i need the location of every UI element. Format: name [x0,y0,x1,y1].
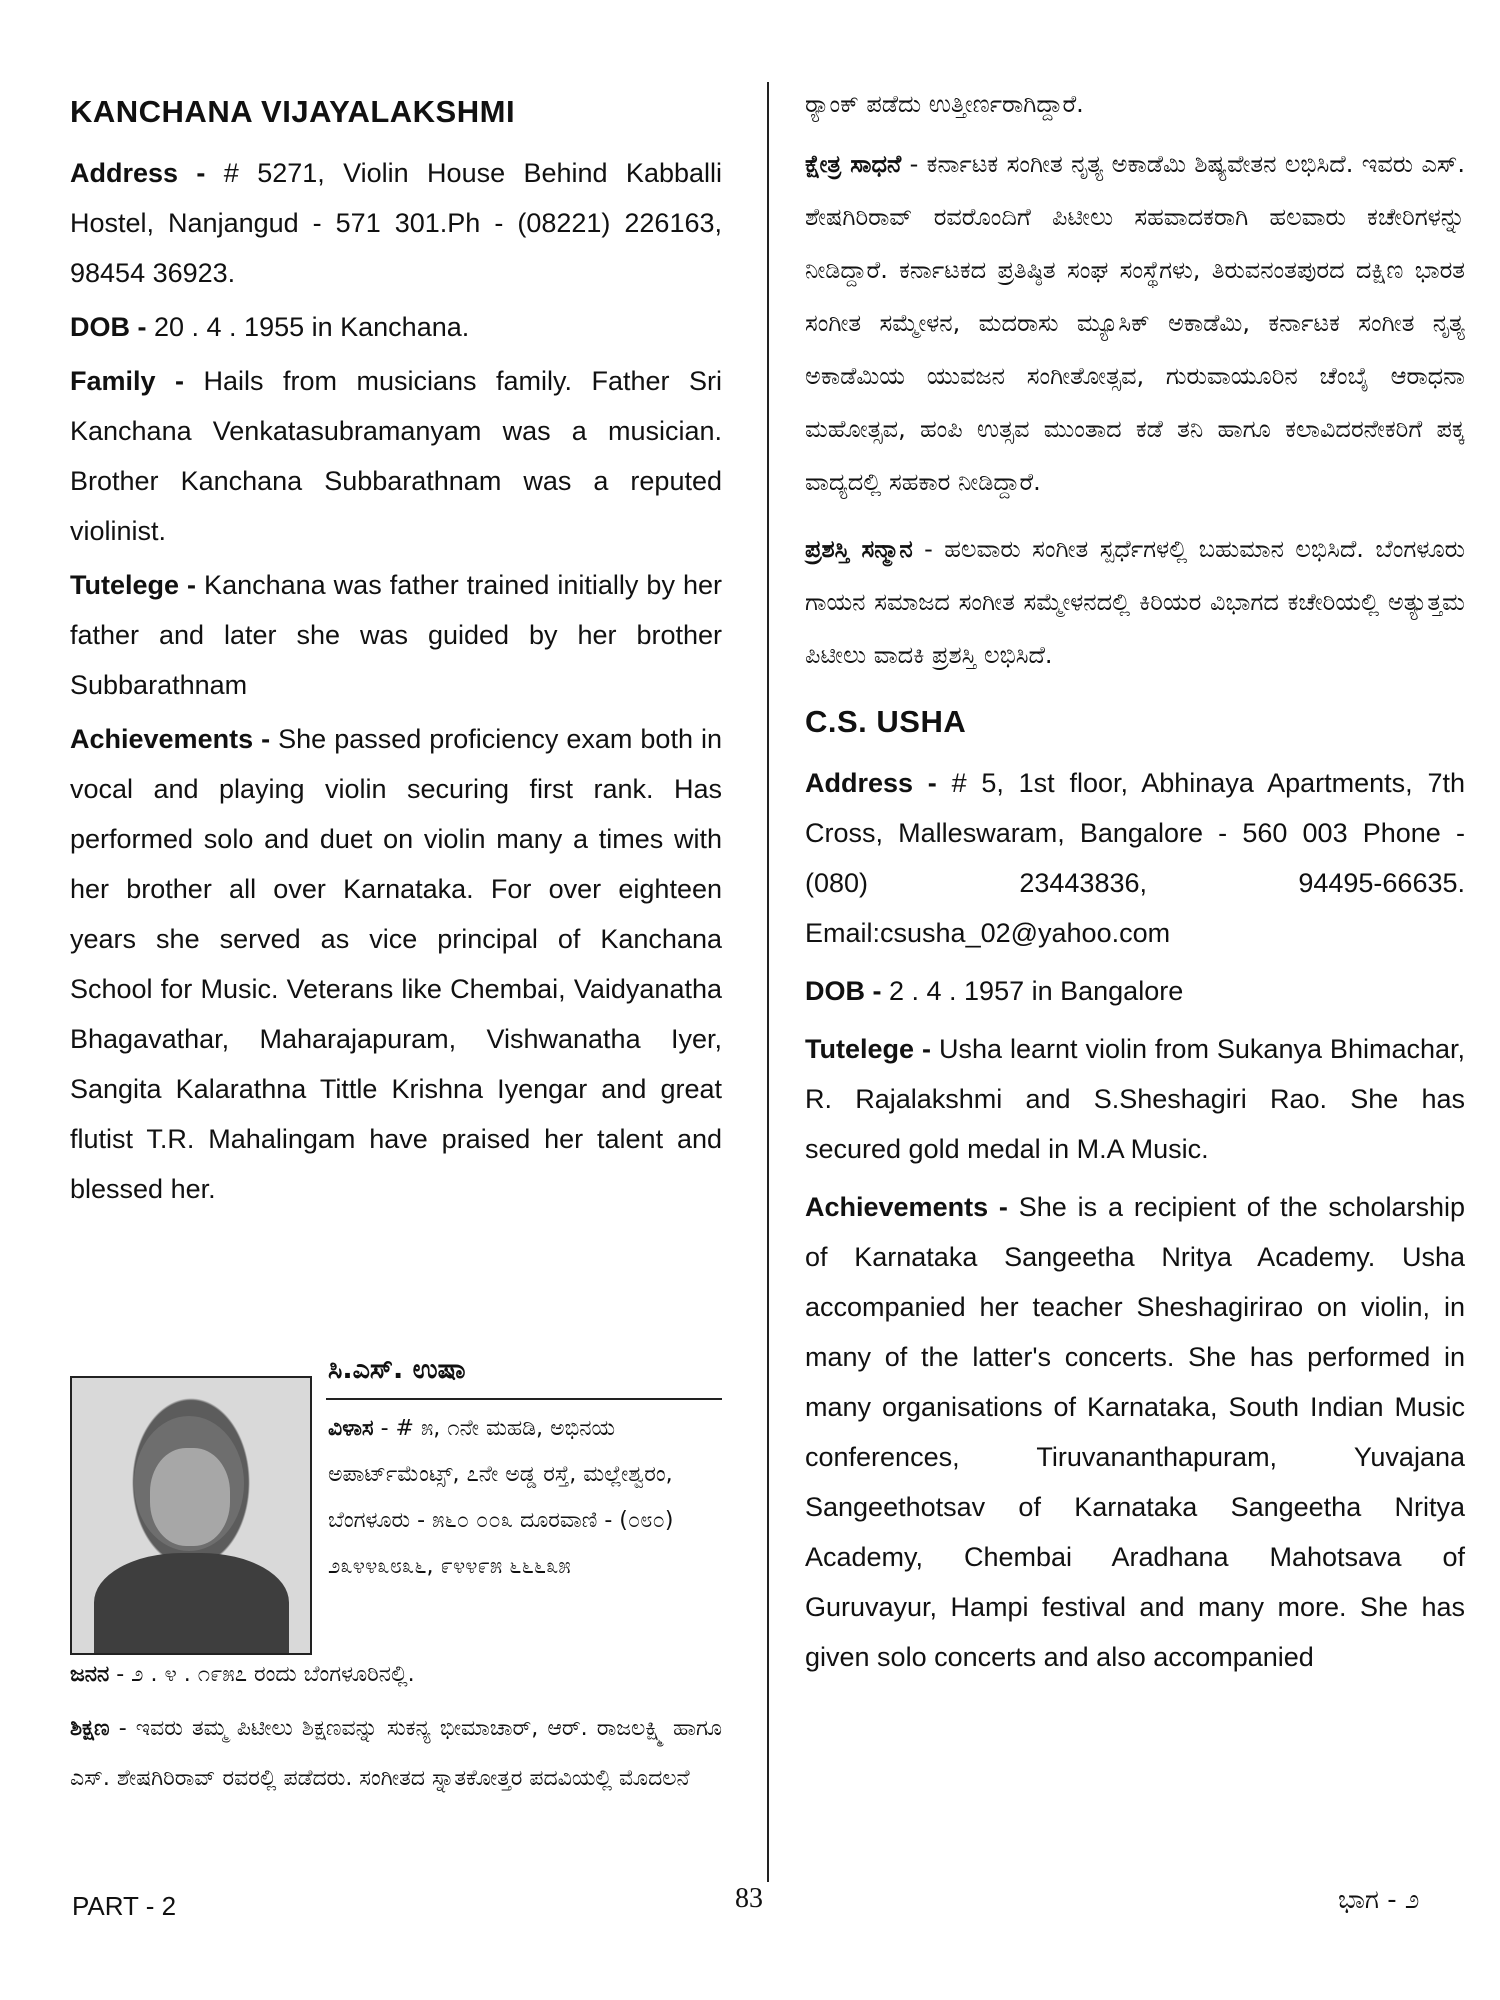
kannada-address-text: - # ೫, ೧ನೇ ಮಹಡಿ, ಅಭಿನಯ ಅಪಾರ್ಟ್‌ಮೆಂಟ್ಸ್, ೭ನೇ ಅಡ್ಡ ರಸ್ತೆ, ಮಲ್ಲೇಶ್ವರಂ, ಬೆಂಗಳೂರು - ೫೬೦ ೦೦೩ ದೂರವಾಣಿ - (೦೮೦) ೨೩೪೪೩೮೩೬, ೯೪೪೯೫ ೬೬೬೩೫ [328,1416,674,1579]
portrait-photo [70,1376,312,1655]
achievements-paragraph [70,714,722,1214]
kannada-lower [70,1650,722,1808]
usha-dob-paragraph [805,966,1465,1016]
address-text: # 5271, Violin House Behind Kabballi Hostel, Nanjangud - 571 301.Ph - (08221) 226163, 98454 36923. [70,158,722,288]
kannada-dob-label: ಜನನ [70,1662,110,1687]
kannada-continuation [805,84,1465,682]
kannada-address [328,1406,722,1594]
kannada-dob-paragraph [70,1650,722,1700]
kannada-award-paragraph [805,523,1465,682]
footer-part-label-kannada: ಭಾಗ - ೨ [1338,1885,1420,1915]
dob-label: DOB - [70,312,147,342]
tutelege-label: Tutelege - [70,570,197,600]
kannada-training-paragraph [70,1704,722,1804]
achievements-text: She passed proficiency exam both in vocal and playing violin securing first rank. Has performed solo and duet on violin many a times with her brother all over Karnataka. For over eighteen years she served as vice principal of Kanchana School for Music. Veterans like Chembai, Vaidyanatha Bhagavathar, Maharajapuram, Vishwanatha Iyer, Sangita Kalarathna Tittle Krishna Iyengar and great flutist T.R. Mahalingam have praised her talent and blessed her. [70,724,722,1204]
address-paragraph [70,148,722,298]
usha-tutelege-text: Usha learnt violin from Sukanya Bhimachar, R. Rajalakshmi and S.Sheshagiri Rao. She has secured gold medal in M.A Music. [805,1034,1466,1164]
usha-achievements-text: She is a recipient of the scholarship of Karnataka Sangeetha Nritya Academy. Usha accompanied her teacher Sheshagirirao on violin, in many of the latter's concerts. She has performed in many organisations of Karnataka, South Indian Music conferences, Tiruvananthapuram, Yuvajana Sangeethotsav of Karnataka Sangeetha Nritya Academy, Chembai Aradhana Mahotsava of Guruvayur, Hampi festival and many more. She has given solo concerts and also accompanied [805,1192,1465,1672]
profile-title-usha: C.S. USHA [805,704,967,739]
kannada-address-paragraph [328,1406,722,1590]
usha-dob-text: 2 . 4 . 1957 in Bangalore [881,976,1184,1006]
kannada-achievement-paragraph [805,138,1465,509]
dob-text: 20 . 4 . 1955 in Kanchana. [146,312,470,342]
footer-part-label: PART - 2 [72,1891,177,1921]
kannada-training-label: ಶಿಕ್ಷಣ [70,1716,110,1741]
kannada-address-label: ವಿಳಾಸ [328,1416,374,1441]
address-label: Address - [70,158,206,188]
kannada-training-text: - ಇವರು ತಮ್ಮ ಪಿಟೀಲು ಶಿಕ್ಷಣವನ್ನು ಸುಕನ್ಯ ಭೀಮಾಚಾರ್, ಆರ್. ರಾಜಲಕ್ಷ್ಮಿ ಹಾಗೂ ಎಸ್. ಶೇಷಗಿರಿರಾವ್ ರವರಲ್ಲಿ ಪಡೆದರು. ಸಂಗೀತದ ಸ್ನಾತಕೋತ್ತರ ಪದವಿಯಲ್ಲಿ ಮೊದಲನೆ [70,1716,722,1791]
usha-address-paragraph [805,758,1465,958]
usha-tutelege-paragraph [805,1024,1465,1174]
usha-address-label: Address - [805,768,937,798]
family-label: Family - [70,366,185,396]
achievements-label: Achievements - [70,724,271,754]
title-rule [326,1398,722,1400]
profile-title-kanchana: KANCHANA VIJAYALAKSHMI [70,94,516,129]
usha-achievements-paragraph [805,1182,1465,1682]
portrait-body [94,1553,289,1655]
kannada-award-label: ಪ್ರಶಸ್ತಿ ಸನ್ಮಾನ [805,535,913,563]
kannada-profile-title: ಸಿ.ಎಸ್. ಉಷಾ [328,1354,466,1385]
kannada-dob-text: - ೨ . ೪ . ೧೯೫೭ ರಂದು ಬೆಂಗಳೂರಿನಲ್ಲಿ. [109,1662,415,1687]
family-paragraph [70,356,722,556]
dob-paragraph [70,302,722,352]
portrait-face [150,1448,230,1546]
column-divider [767,82,769,1882]
page-number: 83 [735,1883,763,1914]
left-column [70,80,722,1218]
usha-tutelege-label: Tutelege - [805,1034,931,1064]
tutelege-paragraph [70,560,722,710]
kannada-training-continued: ರ‍್ಯಾಂಕ್ ಪಡೆದು ಉತ್ತೀರ್ಣರಾಗಿದ್ದಾರೆ. [805,90,1084,118]
usha-achievements-label: Achievements - [805,1192,1008,1222]
tutelege-text: Kanchana was father trained initially by her father and later she was guided by her brother Subbarathnam [70,570,722,700]
family-text: Hails from musicians family. Father Sri Kanchana Venkatasubramanyam was a musician. Brother Kanchana Subbarathnam was a reputed violinist. [70,366,723,546]
usha-address-text: # 5, 1st floor, Abhinaya Apartments, 7th Cross, Malleswaram, Bangalore - 560 003 Phone - (080) 23443836, 94495-66635. Email:csusha_02@yahoo.com [805,768,1465,948]
right-column [805,84,1465,1686]
kannada-award-text: - ಹಲವಾರು ಸಂಗೀತ ಸ್ಪರ್ಧೆಗಳಲ್ಲಿ ಬಹುಮಾನ ಲಭಿಸಿದೆ. ಬೆಂಗಳೂರು ಗಾಯನ ಸಮಾಜದ ಸಂಗೀತ ಸಮ್ಮೇಳನದಲ್ಲಿ ಕಿರಿಯರ ವಿಭಾಗದ ಕಚೇರಿಯಲ್ಲಿ ಅತ್ಯುತ್ತಮ ಪಿಟೀಲು ವಾದಕಿ ಪ್ರಶಸ್ತಿ ಲಭಿಸಿದೆ. [805,535,1465,669]
kannada-achievement-label: ಕ್ಷೇತ್ರ ಸಾಧನೆ [805,150,902,178]
kannada-achievement-text: - ಕರ್ನಾಟಕ ಸಂಗೀತ ನೃತ್ಯ ಅಕಾಡೆಮಿ ಶಿಷ್ಯವೇತನ ಲಭಿಸಿದೆ. ಇವರು ಎಸ್. ಶೇಷಗಿರಿರಾವ್ ರವರೊಂದಿಗೆ ಪಿಟೀಲು ಸಹವಾದಕರಾಗಿ ಹಲವಾರು ಕಚೇರಿಗಳನ್ನು ನೀಡಿದ್ದಾರೆ. ಕರ್ನಾಟಕದ ಪ್ರತಿಷ್ಠಿತ ಸಂಘ ಸಂಸ್ಥೆಗಳು, ತಿರುವನಂತಪುರದ ದಕ್ಷಿಣ ಭಾರತ ಸಂಗೀತ ಸಮ್ಮೇಳನ, ಮದರಾಸು ಮ್ಯೂಸಿಕ್ ಅಕಾಡೆಮಿ, ಕರ್ನಾಟಕ ಸಂಗೀತ ನೃತ್ಯ ಅಕಾಡೆಮಿಯ ಯುವಜನ ಸಂಗೀತೋತ್ಸವ, ಗುರುವಾಯೂರಿನ ಚೆಂಬೈ ಆರಾಧನಾ ಮಹೋತ್ಸವ, ಹಂಪಿ ಉತ್ಸವ ಮುಂತಾದ ಕಡೆ ತನಿ ಹಾಗೂ ಕಲಾವಿದರನೇಕರಿಗೆ ಪಕ್ಕ ವಾದ್ಯದಲ್ಲಿ ಸಹಕಾರ ನೀಡಿದ್ದಾರೆ. [805,150,1466,496]
usha-dob-label: DOB - [805,976,882,1006]
